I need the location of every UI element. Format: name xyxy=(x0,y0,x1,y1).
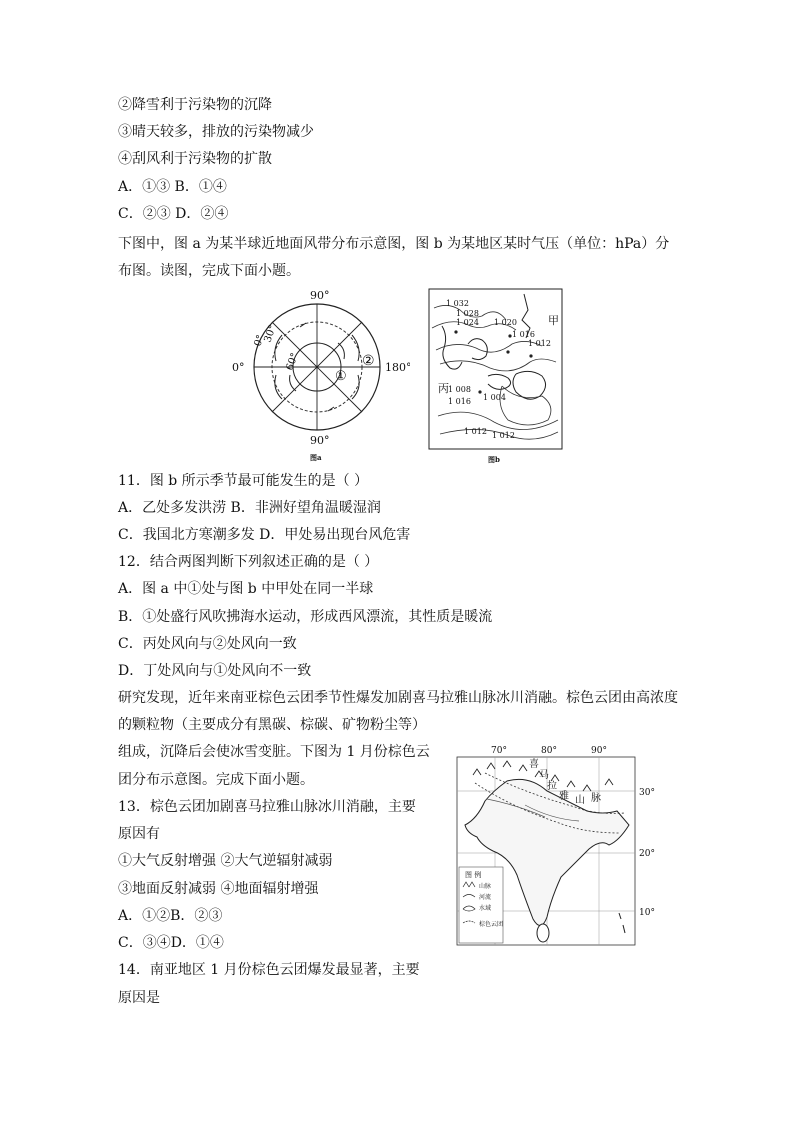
isobar-label: 1 004 xyxy=(483,393,506,402)
map-lon80: 80° xyxy=(541,746,557,756)
himalaya-char: 拉 xyxy=(547,781,557,792)
fig-a-mark1: ① xyxy=(335,369,347,384)
fig-a-caption: 图a xyxy=(310,453,322,462)
q12-stem: 12．结合两图判断下列叙述正确的是（ ） xyxy=(118,554,379,570)
figure-a xyxy=(230,285,410,465)
fig-a-mark2: ② xyxy=(362,353,375,369)
q13-stem-cont: 原因有 xyxy=(118,826,160,842)
answer-line: C．②③ D．②④ xyxy=(118,206,229,222)
q13-stem: 13．棕色云团加剧喜马拉雅山脉冰川消融，主要 xyxy=(118,799,416,815)
himalaya-char: 雅 xyxy=(559,791,569,802)
himalaya-char: 脉 xyxy=(591,793,601,804)
option-line: ④刮风利于污染物的扩散 xyxy=(118,151,272,167)
intro-paragraph: 下图中，图 a 为某半球近地面风带分布示意图，图 b 为某地区某时气压（单位：hPa）分布图。读图，完成下面小题。 xyxy=(118,236,670,279)
q11-options-ab: A．乙处多发洪涝 B．非洲好望角温暖湿润 xyxy=(118,500,381,516)
isobar-label: 1 020 xyxy=(494,318,517,327)
map-lat20: 20° xyxy=(639,849,655,859)
q13-options-1: ①大气反射增强 ②大气逆辐射减弱 xyxy=(118,853,333,869)
map-lat30: 30° xyxy=(639,788,655,798)
map-lon90: 90° xyxy=(591,746,607,756)
fig-a-lat60: 60° xyxy=(284,351,301,373)
intro3-line: 组成，沉降后会使冰雪变脏。下图为 1 月份棕色云 xyxy=(118,744,430,760)
intro3-line: 团分布示意图。完成下面小题。 xyxy=(118,772,314,788)
map-legend-item: 水域 xyxy=(479,905,492,912)
map-legend-title: 图 例 xyxy=(465,871,482,879)
figure-b xyxy=(428,288,568,468)
q12-option-b: B．①处盛行风吹拂海水运动，形成西风漂流，其性质是暖流 xyxy=(118,609,493,625)
isobar-label: 1 012 xyxy=(492,431,515,440)
isobar-label: 1 016 xyxy=(448,397,471,406)
option-line: ③晴天较多，排放的污染物减少 xyxy=(118,124,314,140)
map-legend-item: 山脉 xyxy=(479,883,492,890)
isobar-label: 1 032 xyxy=(446,299,469,308)
isobar-label: 1 016 xyxy=(512,330,535,339)
fig-b-bing-label: 丙 xyxy=(438,382,449,395)
q14-stem: 14．南亚地区 1 月份棕色云团爆发最显著，主要 xyxy=(118,962,420,978)
fig-a-right-label: 180° xyxy=(385,361,410,374)
intro3-line: 的颗粒物（主要成分有黑碳、棕碳、矿物粉尘等） xyxy=(118,717,426,733)
fig-b-caption: 图b xyxy=(488,455,500,464)
fig-a-top-label: 90° xyxy=(310,289,330,302)
map-legend-item: 棕色云团 xyxy=(479,921,504,928)
himalaya-char: 山 xyxy=(575,795,585,806)
himalaya-char: 喜 xyxy=(529,759,539,770)
q14-stem-cont: 原因是 xyxy=(118,990,160,1006)
isobar-label: 1 008 xyxy=(448,385,471,394)
option-line: ②降雪利于污染物的沉降 xyxy=(118,97,272,113)
fig-a-bottom-label: 90° xyxy=(310,434,330,447)
fig-b-jia-label: 甲 xyxy=(548,314,559,327)
fig-a-left-label: 0° xyxy=(232,361,245,374)
fig-a-lat0: 0° xyxy=(252,333,267,349)
q11-options-cd: C．我国北方寒潮多发 D．甲处易出现台风危害 xyxy=(118,527,411,543)
isobar-label: 1 012 xyxy=(464,427,487,436)
map-lat10: 10° xyxy=(639,908,655,918)
q12-option-d: D．丁处风向与①处风向不一致 xyxy=(118,663,312,679)
q13-answers-ab: A．①②B．②③ xyxy=(118,908,223,924)
q13-answers-cd: C．③④D．①④ xyxy=(118,935,224,951)
q12-option-a: A．图 a 中①处与图 b 中甲处在同一半球 xyxy=(118,581,374,597)
q11-stem: 11．图 b 所示季节最可能发生的是（ ） xyxy=(118,473,369,489)
q12-option-c: C．丙处风向与②处风向一致 xyxy=(118,636,297,652)
fig-a-lat30: 30° xyxy=(262,323,279,345)
intro3-line: 研究发现，近年来南亚棕色云团季节性爆发加剧喜马拉雅山脉冰川消融。棕色云团由高浓度 xyxy=(118,690,678,706)
isobar-label: 1 028 xyxy=(456,309,479,318)
map-lon70: 70° xyxy=(491,746,507,756)
isobar-label: 1 024 xyxy=(456,318,479,327)
south-asia-map xyxy=(455,743,665,948)
answer-line: A．①③ B．①④ xyxy=(118,179,227,195)
isobar-label: 1 012 xyxy=(528,339,551,348)
q13-options-2: ③地面反射减弱 ④地面辐射增强 xyxy=(118,881,319,897)
map-legend-item: 河流 xyxy=(479,894,492,901)
himalaya-char: 马 xyxy=(539,770,549,781)
